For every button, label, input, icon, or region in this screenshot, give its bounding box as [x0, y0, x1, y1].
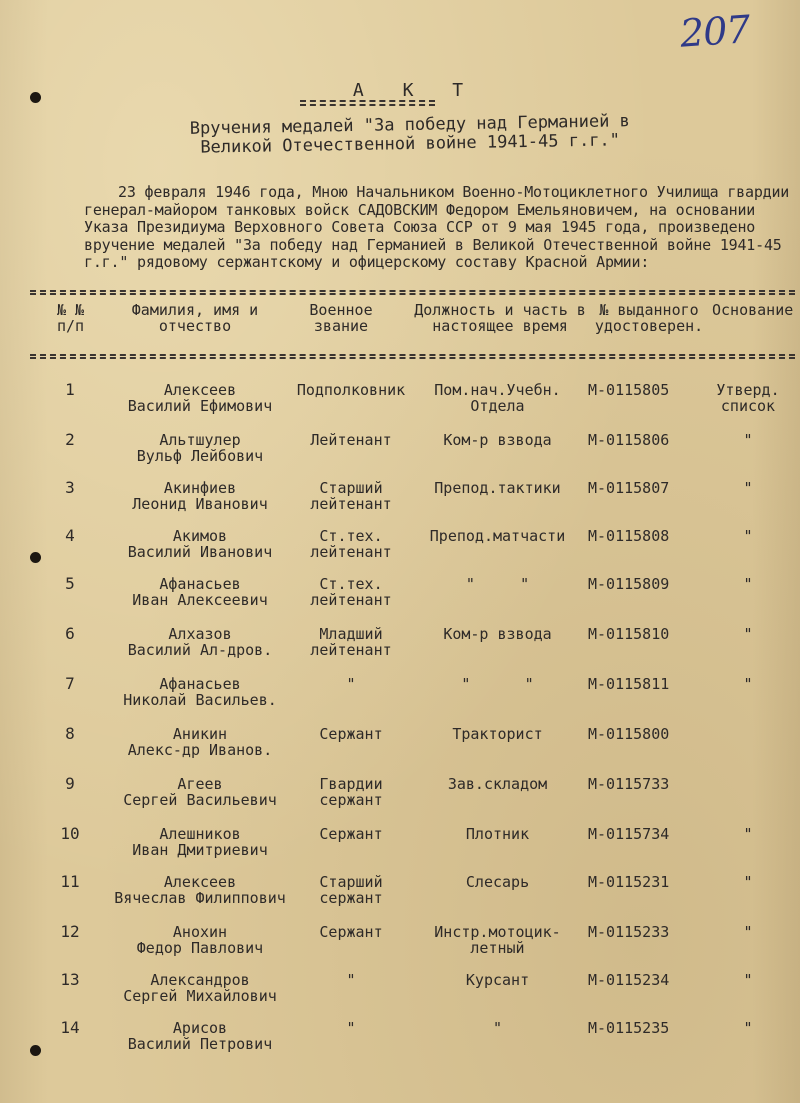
row-certificate: М-0115233 [588, 923, 670, 941]
table-row [0, 676, 800, 726]
row-full-name [100, 626, 300, 658]
table-row [0, 528, 800, 578]
header-rank: Военное звание [309, 301, 373, 335]
row-position: " " [461, 675, 534, 693]
row-surname: Агеев [177, 775, 223, 793]
row-full-name [100, 924, 300, 956]
row-full-name [100, 874, 300, 906]
row-number: 14 [60, 1018, 80, 1037]
row-basis: " [743, 479, 753, 497]
row-rank: " [346, 1019, 356, 1037]
header-num: № № п/п [56, 301, 85, 335]
document-title: А К Т [352, 80, 478, 101]
row-certificate: М-0115235 [588, 1019, 670, 1037]
row-position: Препод.матчасти [429, 527, 566, 545]
row-surname: Алешников [159, 825, 241, 843]
row-position: Ком-р взвода [443, 431, 552, 449]
row-rank: Сержант [319, 825, 383, 843]
row-basis: " [743, 527, 753, 545]
row-given-names: Вячеслав Филиппович [114, 889, 286, 907]
row-surname: Алексеев [163, 873, 237, 891]
header-position: Должность и часть в настоящее время [414, 301, 586, 335]
row-number: 13 [60, 970, 80, 989]
row-surname: Афанасьев [159, 575, 241, 593]
header-bottom-rule [30, 354, 795, 359]
table-row [0, 924, 800, 974]
table-row [0, 972, 800, 1022]
row-given-names: Иван Алексеевич [132, 591, 268, 609]
row-given-names: Василий Петрович [127, 1035, 273, 1053]
row-number: 12 [60, 922, 80, 941]
row-position: Слесарь [465, 873, 530, 891]
row-given-names: Сергей Васильевич [123, 791, 277, 809]
row-number: 5 [65, 574, 75, 593]
row-number: 6 [65, 624, 75, 643]
row-rank: " [346, 675, 356, 693]
row-given-names: Василий Иванович [127, 543, 273, 561]
table-row [0, 1020, 800, 1070]
row-position: Курсант [465, 971, 530, 989]
row-surname: Афанасьев [159, 675, 241, 693]
row-certificate: М-0115807 [588, 479, 670, 497]
row-position: Плотник [465, 825, 530, 843]
row-surname: Анохин [172, 923, 228, 941]
row-position: Зав.складом [447, 775, 548, 793]
table-row [0, 874, 800, 924]
row-certificate: М-0115805 [588, 381, 670, 399]
row-basis: " [743, 825, 753, 843]
row-given-names: Василий Ал-дров. [127, 641, 273, 659]
row-full-name [100, 776, 300, 808]
table-row [0, 382, 800, 432]
table-row [0, 626, 800, 676]
row-rank: " [346, 971, 356, 989]
row-basis: " [743, 1019, 753, 1037]
table-row [0, 776, 800, 826]
row-given-names: Василий Ефимович [127, 397, 273, 415]
row-surname: Альтшулер [159, 431, 241, 449]
table-row [0, 826, 800, 876]
row-certificate: М-0115809 [588, 575, 670, 593]
row-full-name [100, 726, 300, 758]
row-basis: " [743, 625, 753, 643]
row-full-name [100, 676, 300, 708]
row-full-name [100, 382, 300, 414]
row-basis: " [743, 971, 753, 989]
row-certificate: М-0115811 [588, 675, 670, 693]
header-cert: № выданного удостоверен. [594, 301, 704, 335]
row-rank: Гвардии сержант [319, 775, 383, 809]
row-certificate: М-0115810 [588, 625, 670, 643]
row-position: " " [465, 575, 530, 593]
title-underline [300, 100, 435, 106]
row-given-names: Вульф Лейбович [136, 447, 264, 465]
row-certificate: М-0115800 [588, 725, 670, 743]
row-position: Тракторист [452, 725, 543, 743]
row-surname: Александров [150, 971, 250, 989]
row-full-name [100, 972, 300, 1004]
row-rank: Старший сержант [319, 873, 383, 907]
row-position: Инстр.мотоцик- летный [434, 923, 561, 957]
row-number: 11 [60, 872, 80, 891]
row-given-names: Федор Павлович [136, 939, 264, 957]
table-row [0, 432, 800, 482]
row-full-name [100, 1020, 300, 1052]
row-full-name [100, 432, 300, 464]
row-given-names: Алекс-др Иванов. [127, 741, 273, 759]
row-basis: " [743, 675, 753, 693]
table-row [0, 576, 800, 626]
row-full-name [100, 480, 300, 512]
row-surname: Арисов [172, 1019, 228, 1037]
row-surname: Акинфиев [163, 479, 237, 497]
row-rank: Старший лейтенант [310, 479, 392, 513]
page-number: 207 [678, 7, 752, 56]
row-number: 3 [65, 478, 75, 497]
row-position: Пом.нач.Учебн. Отдела [434, 381, 561, 415]
row-position: Ком-р взвода [443, 625, 552, 643]
row-basis: " [743, 575, 753, 593]
row-number: 2 [65, 430, 75, 449]
row-certificate: М-0115806 [588, 431, 670, 449]
header-name: Фамилия, имя и отчество [131, 301, 259, 335]
row-surname: Алексеев [163, 381, 237, 399]
row-surname: Алхазов [168, 625, 232, 643]
row-basis: " [743, 873, 753, 891]
table-row [0, 726, 800, 776]
row-rank: Ст.тех. лейтенант [310, 527, 392, 561]
table-row [0, 480, 800, 530]
header-basis: Основание [712, 301, 794, 319]
row-certificate: М-0115234 [588, 971, 670, 989]
row-rank: Ст.тех. лейтенант [310, 575, 392, 609]
row-given-names: Леонид Иванович [132, 495, 268, 513]
row-basis: Утверд. список [716, 381, 780, 415]
row-number: 7 [65, 674, 75, 693]
row-position: " [492, 1019, 503, 1037]
row-number: 8 [65, 724, 75, 743]
row-full-name [100, 528, 300, 560]
row-basis: " [743, 431, 753, 449]
row-basis: " [743, 923, 753, 941]
row-rank: Сержант [319, 923, 383, 941]
row-number: 10 [60, 824, 80, 843]
row-surname: Акимов [172, 527, 228, 545]
row-certificate: М-0115733 [588, 775, 670, 793]
row-given-names: Иван Дмитриевич [132, 841, 268, 859]
row-certificate: М-0115734 [588, 825, 670, 843]
row-certificate: М-0115808 [588, 527, 670, 545]
row-rank: Подполковник [296, 381, 406, 399]
row-certificate: М-0115231 [588, 873, 670, 891]
row-rank: Лейтенант [310, 431, 392, 449]
row-full-name [100, 576, 300, 608]
header-top-rule [30, 290, 795, 295]
row-position: Препод.тактики [434, 479, 561, 497]
intro-paragraph: 23 февраля 1946 года, Мною Начальником Военно-Мотоциклетного Училища гвардии генерал-майором танковых войск САДОВСКИМ Федором Емельяновичем, на основании Указа Президиума Верховного Совета Союза ССР от 9 мая 1945 года, произведено вручение медалей "За победу над Германией в Великой Отечественной войне 1941-45 г.г." рядовому сержантскому и офицерскому составу Красной Армии: [84, 183, 790, 271]
row-rank: Сержант [319, 725, 383, 743]
row-given-names: Николай Васильев. [123, 691, 277, 709]
document-subtitle: Вручения медалей "За победу над Германией в Великой Отечественной войне 1941-45 г.г." [189, 111, 631, 158]
row-rank: Младший лейтенант [310, 625, 392, 659]
row-full-name [100, 826, 300, 858]
row-surname: Аникин [172, 725, 228, 743]
row-number: 1 [65, 380, 75, 399]
row-number: 9 [65, 774, 75, 793]
row-given-names: Сергей Михайлович [123, 987, 277, 1005]
row-number: 4 [65, 526, 75, 545]
